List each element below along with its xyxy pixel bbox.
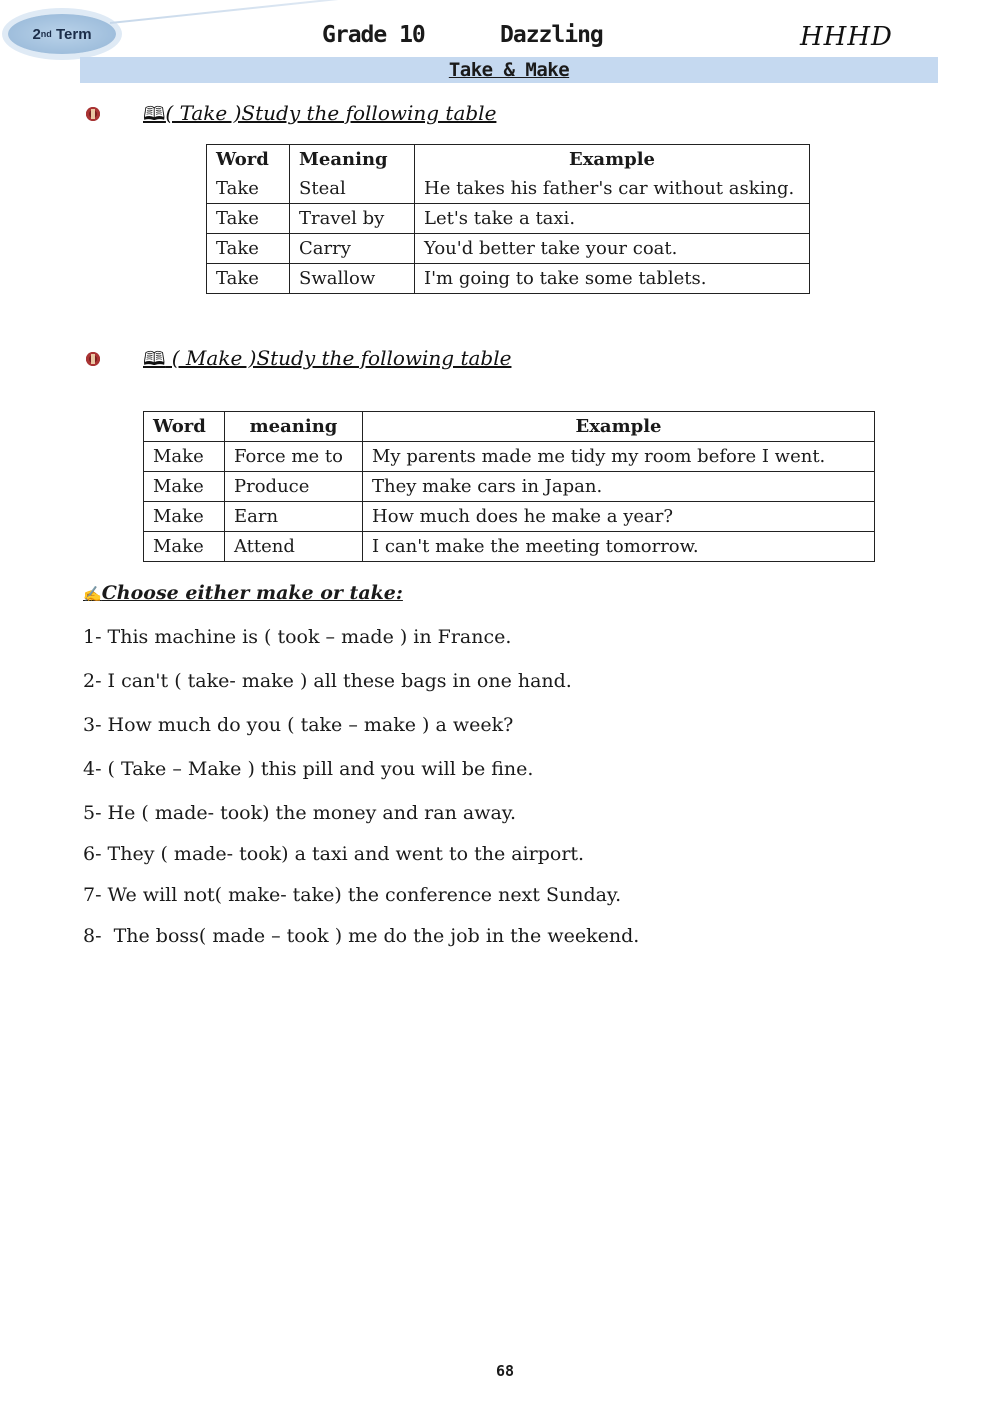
cell-example: They make cars in Japan.: [363, 472, 875, 502]
cell-meaning: Force me to: [225, 442, 363, 472]
term-word: Term: [55, 25, 92, 43]
page-title: Take & Make: [448, 59, 570, 81]
table-row: [144, 502, 875, 532]
col-example: Example: [363, 412, 875, 442]
cell-meaning: Travel by: [290, 204, 415, 234]
col-meaning: Meaning: [290, 145, 415, 175]
cell-meaning: Attend: [225, 532, 363, 562]
cell-word: Make: [144, 532, 225, 562]
exercise-item: 6- They ( made- took) a taxi and went to the airport.: [83, 843, 585, 865]
table-row: [207, 204, 810, 234]
table-row: [144, 472, 875, 502]
cell-word: Make: [144, 502, 225, 532]
cell-example: He takes his father's car without asking.: [415, 174, 810, 204]
cell-meaning: Produce: [225, 472, 363, 502]
cell-meaning: Steal: [290, 174, 415, 204]
cell-example: I'm going to take some tablets.: [415, 264, 810, 294]
table-row: [207, 264, 810, 294]
take-table: [206, 144, 810, 294]
book-icon: 🕮: [143, 348, 166, 370]
make-heading-text: ( Make )Study the following table: [165, 346, 512, 370]
cell-word: Take: [207, 234, 290, 264]
term-ordinal: 2: [32, 25, 41, 43]
exercise-item: 8- The boss( made – took ) me do the job in the weekend.: [83, 925, 640, 947]
exercise-item: 1- This machine is ( took – made ) in France.: [83, 626, 512, 648]
page-title-bar: [80, 57, 938, 83]
cell-word: Take: [207, 204, 290, 234]
table-header-row: [144, 412, 875, 442]
cell-example: How much does he make a year?: [363, 502, 875, 532]
bullet-icon: [86, 352, 100, 366]
term-sup: nd: [40, 29, 52, 39]
make-section-heading: [143, 345, 511, 377]
take-heading-text: ( Take )Study the following table: [165, 101, 497, 125]
col-example: Example: [415, 145, 810, 175]
col-word: Word: [144, 412, 225, 442]
cell-meaning: Swallow: [290, 264, 415, 294]
pencil-icon: ✍: [83, 585, 102, 603]
table-header-row: [207, 145, 810, 175]
col-meaning: meaning: [225, 412, 363, 442]
table-row: [207, 174, 810, 204]
cell-word: Take: [207, 174, 290, 204]
page-number: 68: [496, 1362, 515, 1380]
table-row: [144, 532, 875, 562]
cell-meaning: Carry: [290, 234, 415, 264]
exercise-item: 4- ( Take – Make ) this pill and you will be fine.: [83, 758, 534, 780]
cell-example: You'd better take your coat.: [415, 234, 810, 264]
cell-word: Make: [144, 472, 225, 502]
exercise-item: 7- We will not( make- take) the conference next Sunday.: [83, 884, 622, 906]
book-icon: 🕮: [143, 103, 166, 125]
author-signature: HHHD: [800, 22, 893, 52]
exercise-item: 2- I can't ( take- make ) all these bags in one hand.: [83, 670, 572, 692]
cell-meaning: Earn: [225, 502, 363, 532]
take-section-heading: [143, 100, 496, 132]
table-row: [207, 234, 810, 264]
cell-example: I can't make the meeting tomorrow.: [363, 532, 875, 562]
term-badge: [8, 14, 116, 54]
bullet-icon: [86, 107, 100, 121]
cell-example: My parents made me tidy my room before I went.: [363, 442, 875, 472]
col-word: Word: [207, 145, 290, 175]
grade-label: Grade 10: [322, 22, 425, 48]
header-swoosh: [110, 0, 419, 24]
make-table: [143, 411, 875, 562]
cell-example: Let's take a taxi.: [415, 204, 810, 234]
cell-word: Take: [207, 264, 290, 294]
instruction-text: Choose either make or take:: [101, 582, 403, 604]
book-name: Dazzling: [500, 22, 603, 48]
exercise-instruction: [83, 582, 403, 604]
cell-word: Make: [144, 442, 225, 472]
exercise-item: 5- He ( made- took) the money and ran away.: [83, 802, 517, 824]
exercise-item: 3- How much do you ( take – make ) a week?: [83, 714, 514, 736]
table-row: [144, 442, 875, 472]
